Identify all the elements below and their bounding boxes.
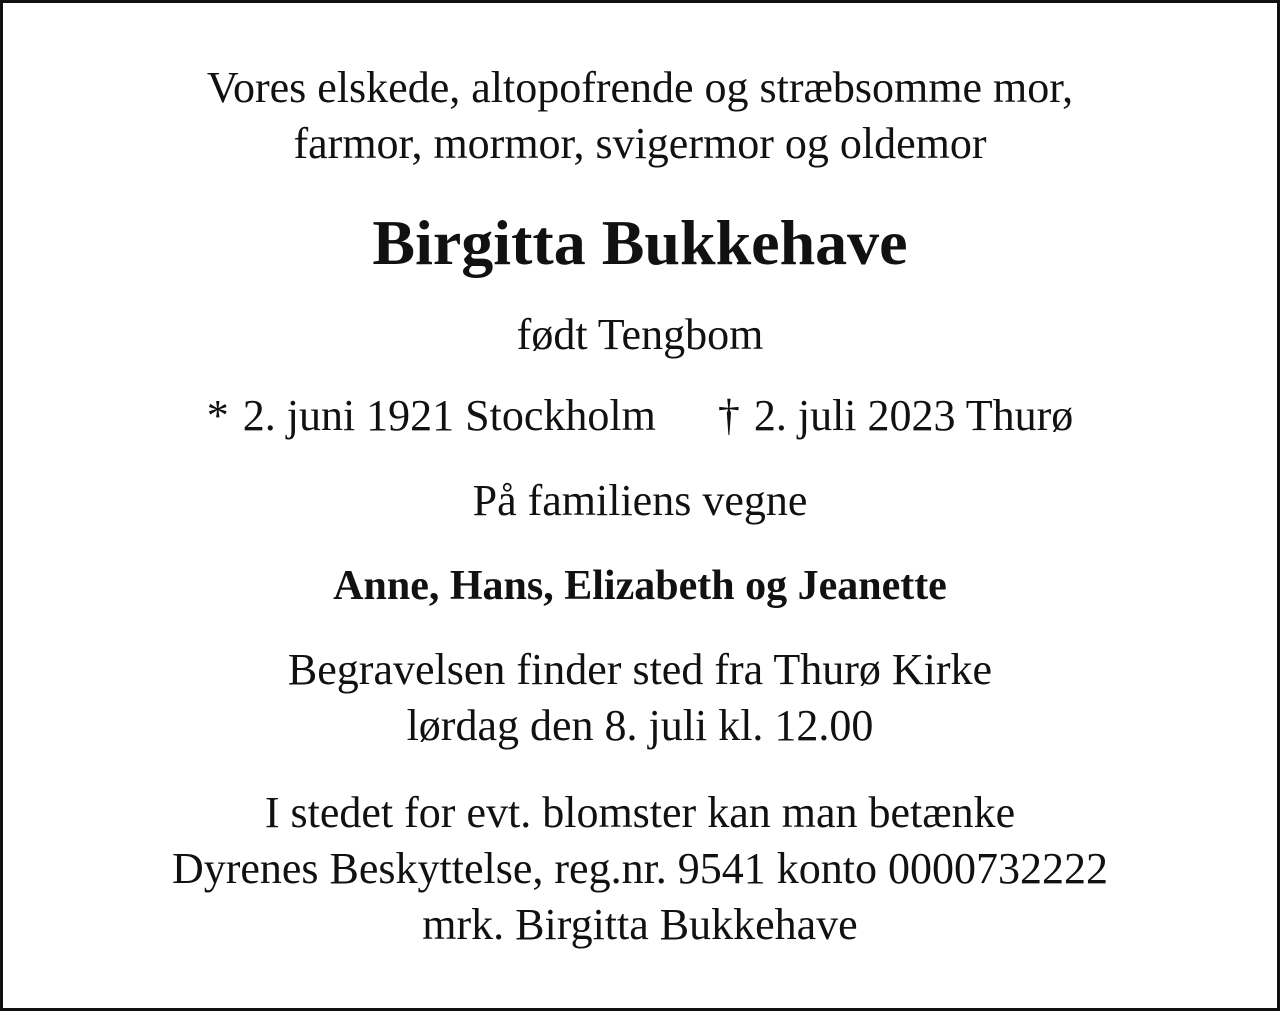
- birth-symbol: *: [206, 391, 229, 440]
- donation-line-2: Dyrenes Beskyttelse, reg.nr. 9541 konto 0000732222: [171, 844, 1109, 893]
- family-names: Anne, Hans, Elizabeth og Jeanette: [333, 563, 947, 609]
- maiden-name: født Tengbom: [516, 310, 764, 359]
- death-date: [718, 388, 1073, 444]
- donation-line-1: I stedet for evt. blomster kan man betænke: [264, 788, 1016, 837]
- birth-date: [207, 388, 656, 444]
- deceased-name: Birgitta Bukkehave: [372, 207, 908, 278]
- family-intro: På familiens vegne: [472, 476, 808, 525]
- intro-line-2: farmor, mormor, svigermor og oldemor: [293, 119, 987, 168]
- donation-line-3: mrk. Birgitta Bukkehave: [422, 900, 858, 949]
- death-text: 2. juli 2023 Thurø: [753, 391, 1074, 440]
- death-cross-symbol: †: [717, 391, 740, 440]
- intro-line-1: Vores elskede, altopofrende og stræbsomme mor,: [206, 63, 1074, 112]
- funeral-line-1: Begravelsen finder sted fra Thurø Kirke: [287, 645, 993, 694]
- life-dates: [3, 388, 1277, 444]
- birth-text: 2. juni 1921 Stockholm: [242, 391, 656, 440]
- funeral-line-2: lørdag den 8. juli kl. 12.00: [406, 701, 874, 750]
